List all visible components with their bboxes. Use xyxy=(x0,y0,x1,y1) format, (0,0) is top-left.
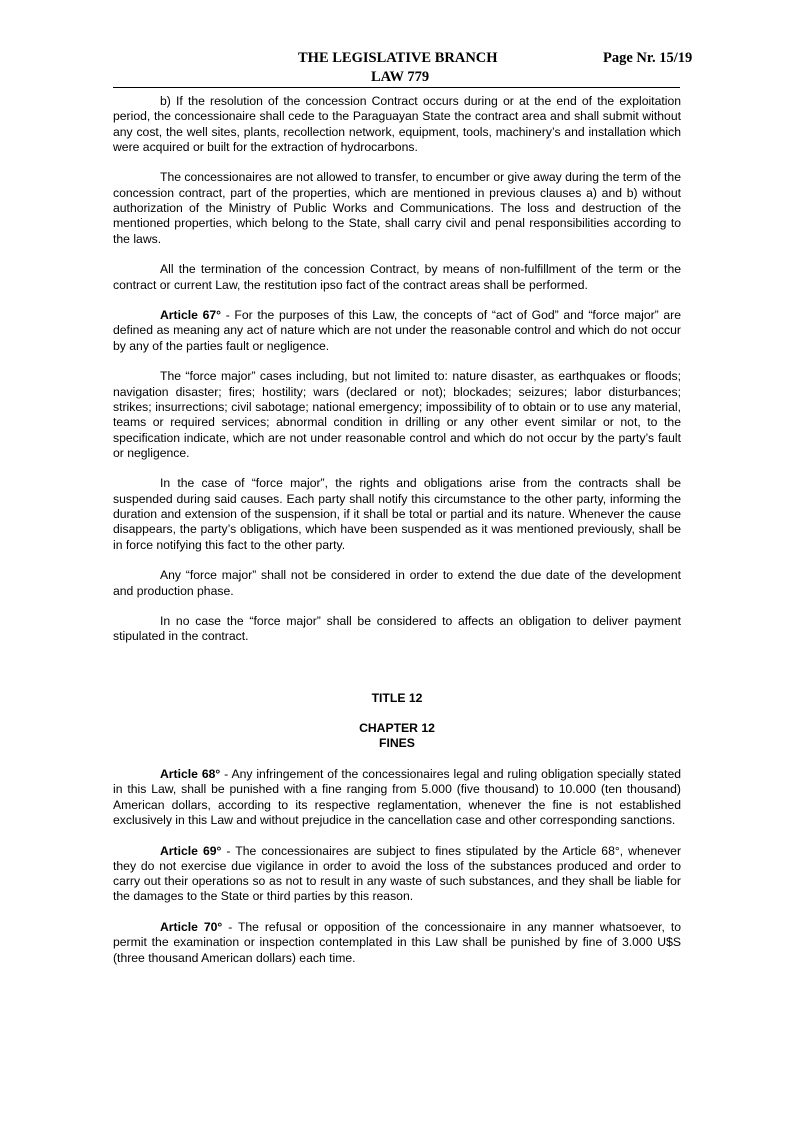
header-branch-title: THE LEGISLATIVE BRANCH xyxy=(298,50,498,66)
article-69 xyxy=(113,844,681,905)
article-69-label: Article 69° xyxy=(160,843,222,858)
header-page-number: Page Nr. 15/19 xyxy=(603,50,693,66)
article-70-text: - The refusal or opposition of the concessionaire in any manner whatsoever, to permit the examination or inspection contemplated in this Law shall be punished by fine of 3.000 U$S (three thousand American dollars) each time. xyxy=(113,920,682,965)
article-70 xyxy=(113,920,681,966)
paragraph-force-major-suspension: In the case of “force major”, the rights and obligations arise from the contracts shall be suspended during said causes. Each party shall notify this circumstance to the other party, informing the duration and extension of the suspension, if it shall be total or partial and its nature. Whenever the cause disappears, the party’s obligations, which have been suspended as it was mentioned previously, shall be in force notifying this fact to the other party. xyxy=(113,476,681,552)
document-body xyxy=(113,94,681,981)
paragraph-termination: All the termination of the concession Contract, by means of non-fulfillment of the term or the contract or current Law, the restitution ipso fact of the contract areas shall be performed. xyxy=(113,262,681,292)
header-law-number: LAW 779 xyxy=(371,69,430,85)
article-68-text: - Any infringement of the concessionaires legal and ruling obligation specially stated in this Law, shall be punished with a fine ranging from 5.000 (five thousand) to 10.000 (ten thousand) American dollars, according to its respective reglamentation, whenever the fine is not established exclusively in this Law and without prejudice in the cancellation case and other corresponding sanctions. xyxy=(113,767,682,827)
chapter-name-heading: FINES xyxy=(379,736,415,751)
article-69-text: - The concessionaires are subject to fines stipulated by the Article 68°, whenever they do not exercise due vigilance in order to avoid the loss of the substances produced and order to carry out their operations so as not to result in any waste of such substances, and they shall be liable for the damages to the State or third parties by this reason. xyxy=(113,843,681,904)
chapter-heading: CHAPTER 12 xyxy=(359,721,435,736)
article-68 xyxy=(113,767,681,828)
header-divider xyxy=(113,87,680,88)
article-67-text: - For the purposes of this Law, the concepts of “act of God” and “force major” are defined as meaning any act of nature which are not under the reasonable control and which do not occur by any of the parties fault or negligence. xyxy=(113,308,682,353)
paragraph-force-major-payment: In no case the “force major” shall be considered to affects an obligation to deliver payment stipulated in the contract. xyxy=(113,614,681,644)
paragraph-force-major-due-date: Any “force major” shall not be considered in order to extend the due date of the development and production phase. xyxy=(113,568,681,598)
paragraph-transfer-restriction: The concessionaires are not allowed to transfer, to encumber or give away during the term of the concession contract, part of the properties, which are mentioned in previous clauses a) and b) without authorization of the Ministry of Public Works and Communications. The loss and destruction of the mentioned properties, which belong to the State, shall carry civil and penal responsibilities according to the laws. xyxy=(113,170,681,246)
article-67-label: Article 67° xyxy=(160,308,222,323)
paragraph-force-major-cases: The “force major” cases including, but not limited to: nature disaster, as earthquakes or floods; navigation disaster; fires; hostility; wars (declared or not); blockades; seizures; labor disturbances; strikes; insurrections; civil sabotage; national emergency; impossibility of to obtain or to use any material, teams or required services; abnormal condition in drilling or any other event similar or not, to the specification indicate, which are not under reasonable control and which do not occur by the party’s fault or negligence. xyxy=(113,369,681,460)
paragraph-clause-b: b) If the resolution of the concession Contract occurs during or at the end of the exploitation period, the concessionaire shall cede to the Paraguayan State the contract area and shall submit without any cost, the well sites, plants, recollection network, equipment, tools, machinery’s and installation which were acquired or built for the extraction of hydrocarbons. xyxy=(113,94,681,154)
article-67 xyxy=(113,308,681,354)
title-heading: TITLE 12 xyxy=(371,690,423,705)
article-68-label: Article 68° xyxy=(160,767,221,782)
article-70-label: Article 70° xyxy=(160,920,223,935)
